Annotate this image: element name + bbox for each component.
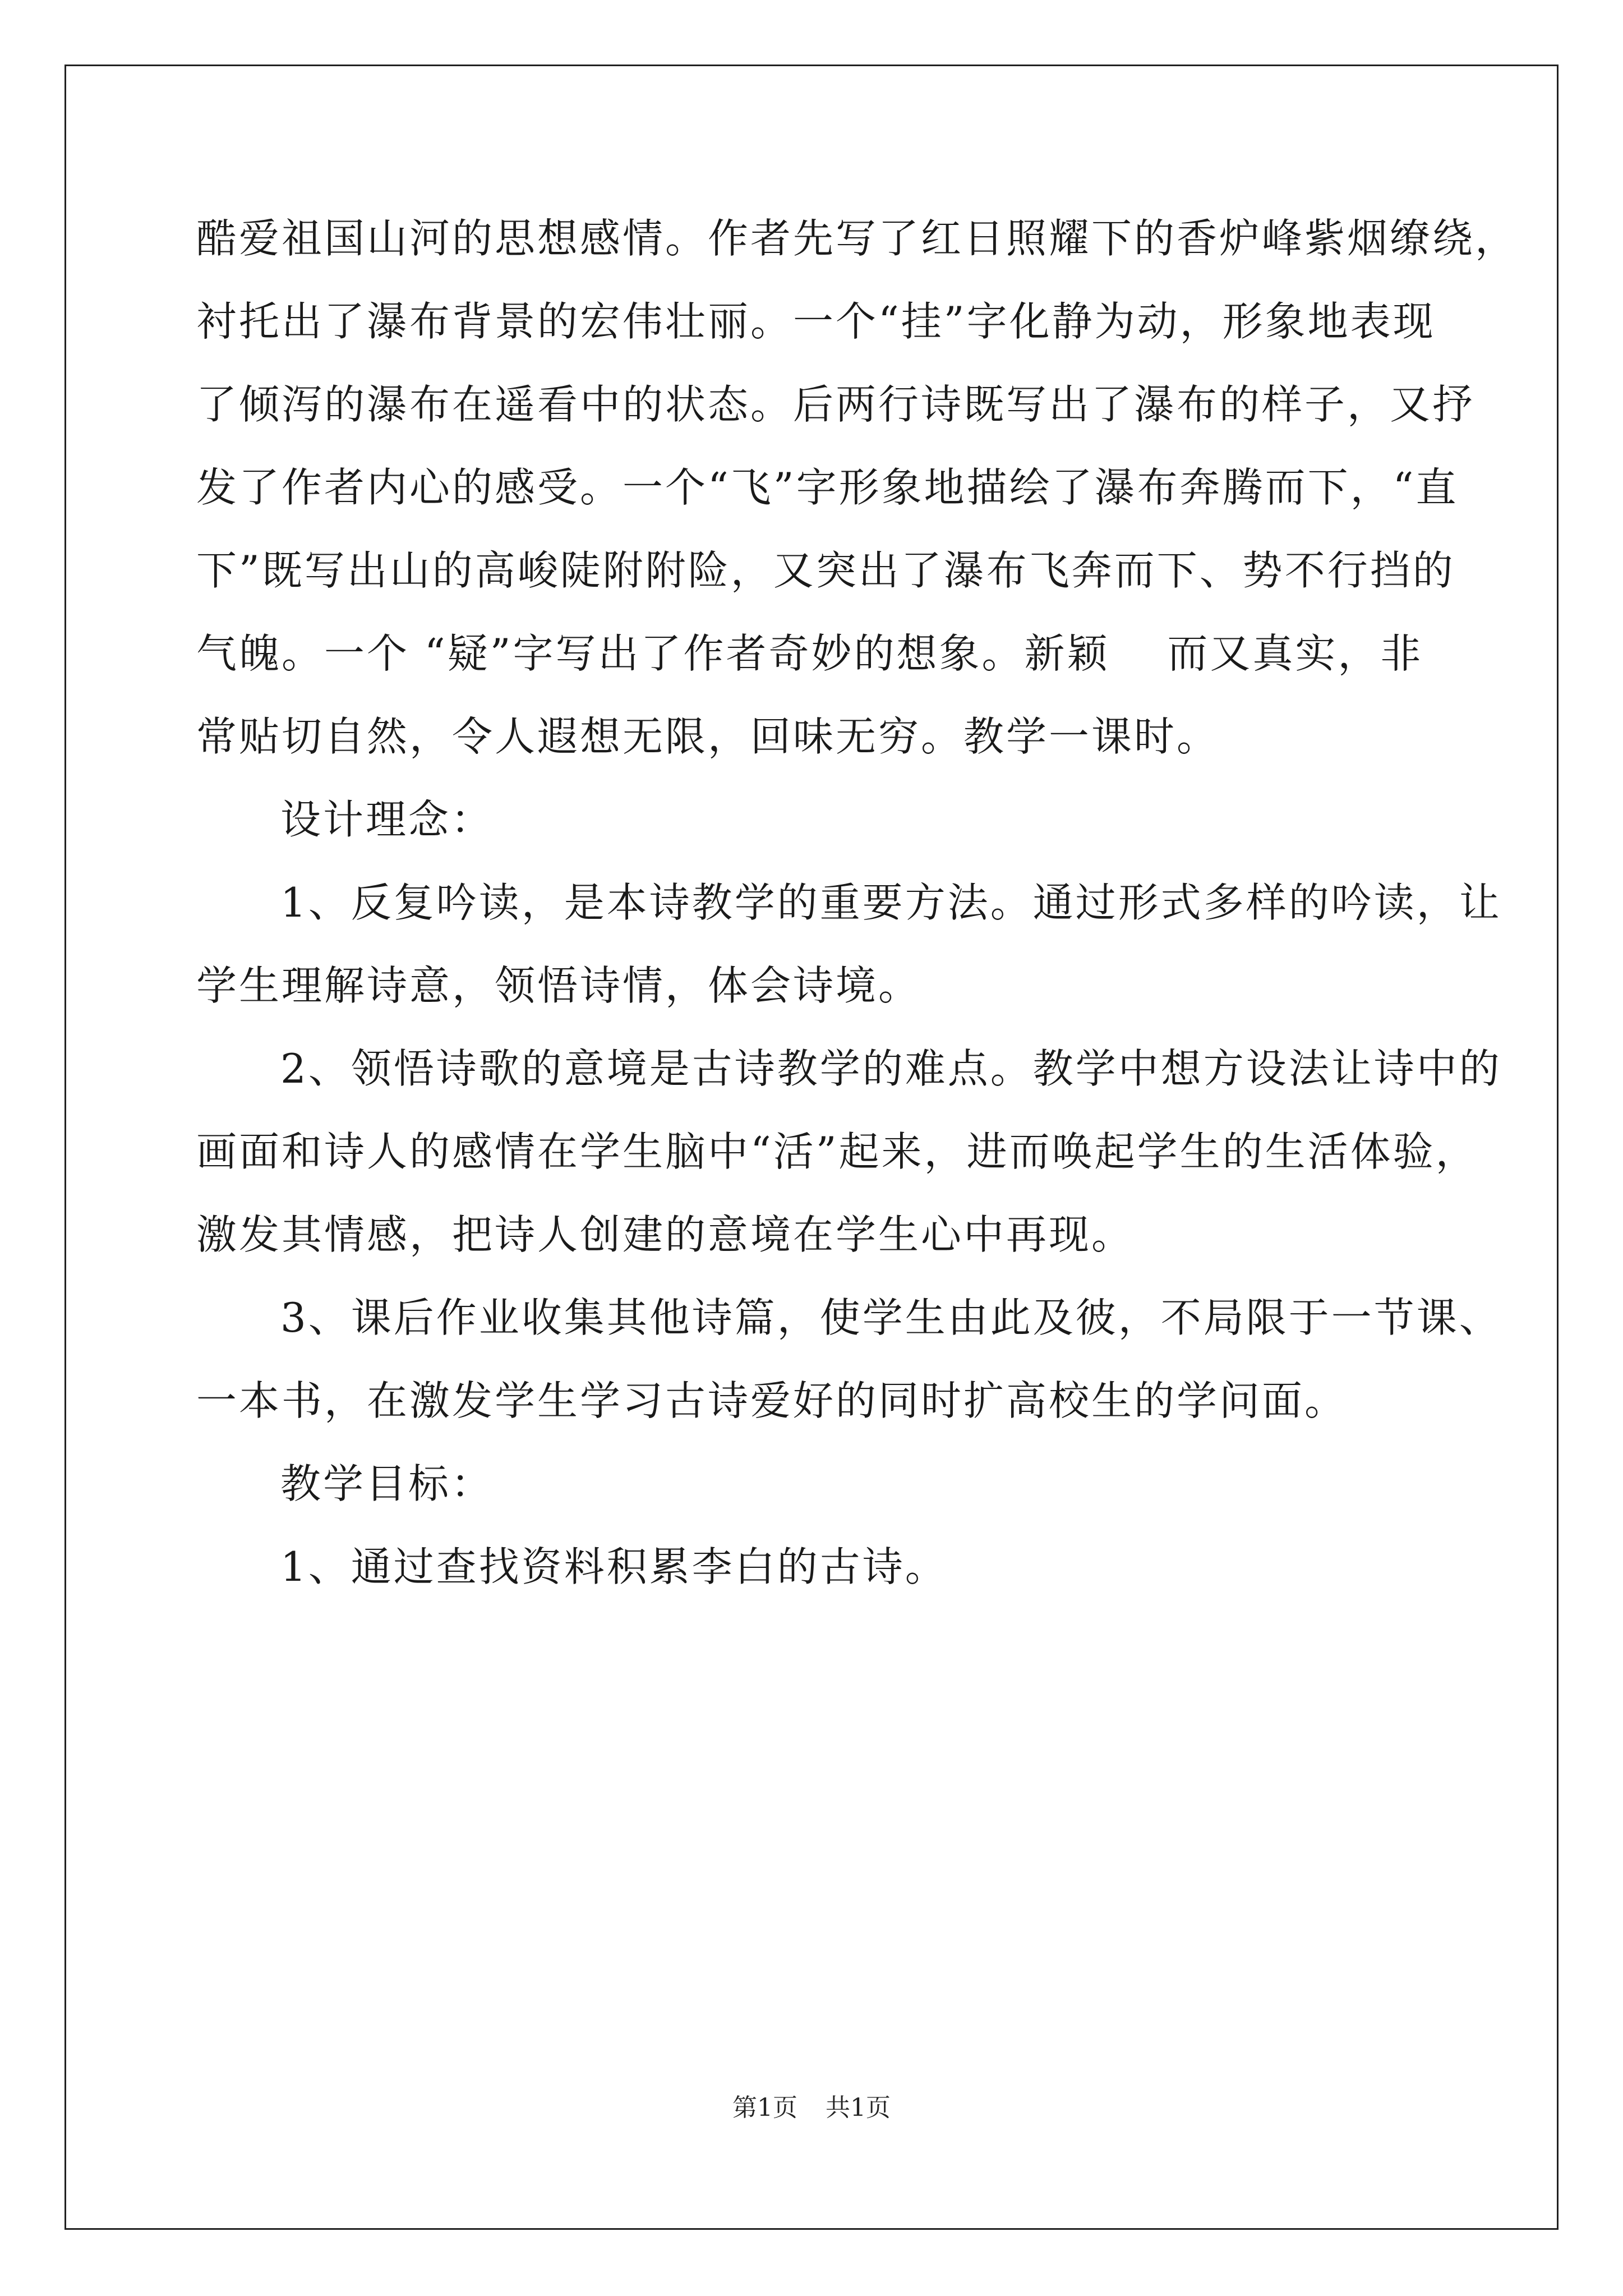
- text-line: 1、反复吟读，是本诗教学的重要方法。通过形式多样的吟读，让: [280, 879, 1502, 926]
- text-line: 了倾泻的瀑布在遥看中的状态。后两行诗既写出了瀑布的样子，又抒: [196, 381, 1476, 428]
- text-line: 画面和诗人的感情在学生脑中“活”起来，进而唤起学生的生活体验，: [196, 1128, 1478, 1175]
- text-line: 1、通过查找资料积累李白的古诗。: [280, 1543, 948, 1590]
- section-heading-design: 设计理念：: [280, 796, 494, 843]
- text-line: 酷爱祖国山河的思想感情。作者先写了红日照耀下的香炉峰紫烟缭绕，: [196, 215, 1518, 262]
- text-line: 气魄。一个 “疑”字写出了作者奇妙的想象。新颖 而又真实，非: [196, 630, 1423, 677]
- text-line: 下”既写出山的高峻陡附附险，又突出了瀑布飞奔而下、势不行挡的: [196, 547, 1455, 594]
- text-line: 3、课后作业收集其他诗篇，使学生由此及彼，不局限于一节课、: [280, 1294, 1502, 1341]
- section-heading-goals: 教学目标：: [280, 1460, 494, 1507]
- text-line: 学生理解诗意，领悟诗情，体会诗境。: [196, 962, 921, 1009]
- text-line: 衬托出了瀑布背景的宏伟壮丽。一个“挂”字化静为动，形象地表现: [196, 298, 1436, 345]
- page-number-total: 共1页: [826, 2093, 891, 2122]
- text-line: 2、领悟诗歌的意境是古诗教学的难点。教学中想方设法让诗中的: [280, 1045, 1502, 1092]
- page-number-current: 第1页: [732, 2093, 797, 2122]
- page-footer: [0, 2092, 1623, 2124]
- text-line: 发了作者内心的感受。一个“飞”字形象地描绘了瀑布奔腾而下，“直: [196, 464, 1459, 511]
- text-line: 常贴切自然，令人遐想无限，回味无穷。教学一课时。: [196, 713, 1220, 760]
- text-line: 激发其情感，把诗人创建的意境在学生心中再现。: [196, 1211, 1135, 1258]
- text-line: 一本书，在激发学生学习古诗爱好的同时扩高校生的学问面。: [196, 1377, 1348, 1424]
